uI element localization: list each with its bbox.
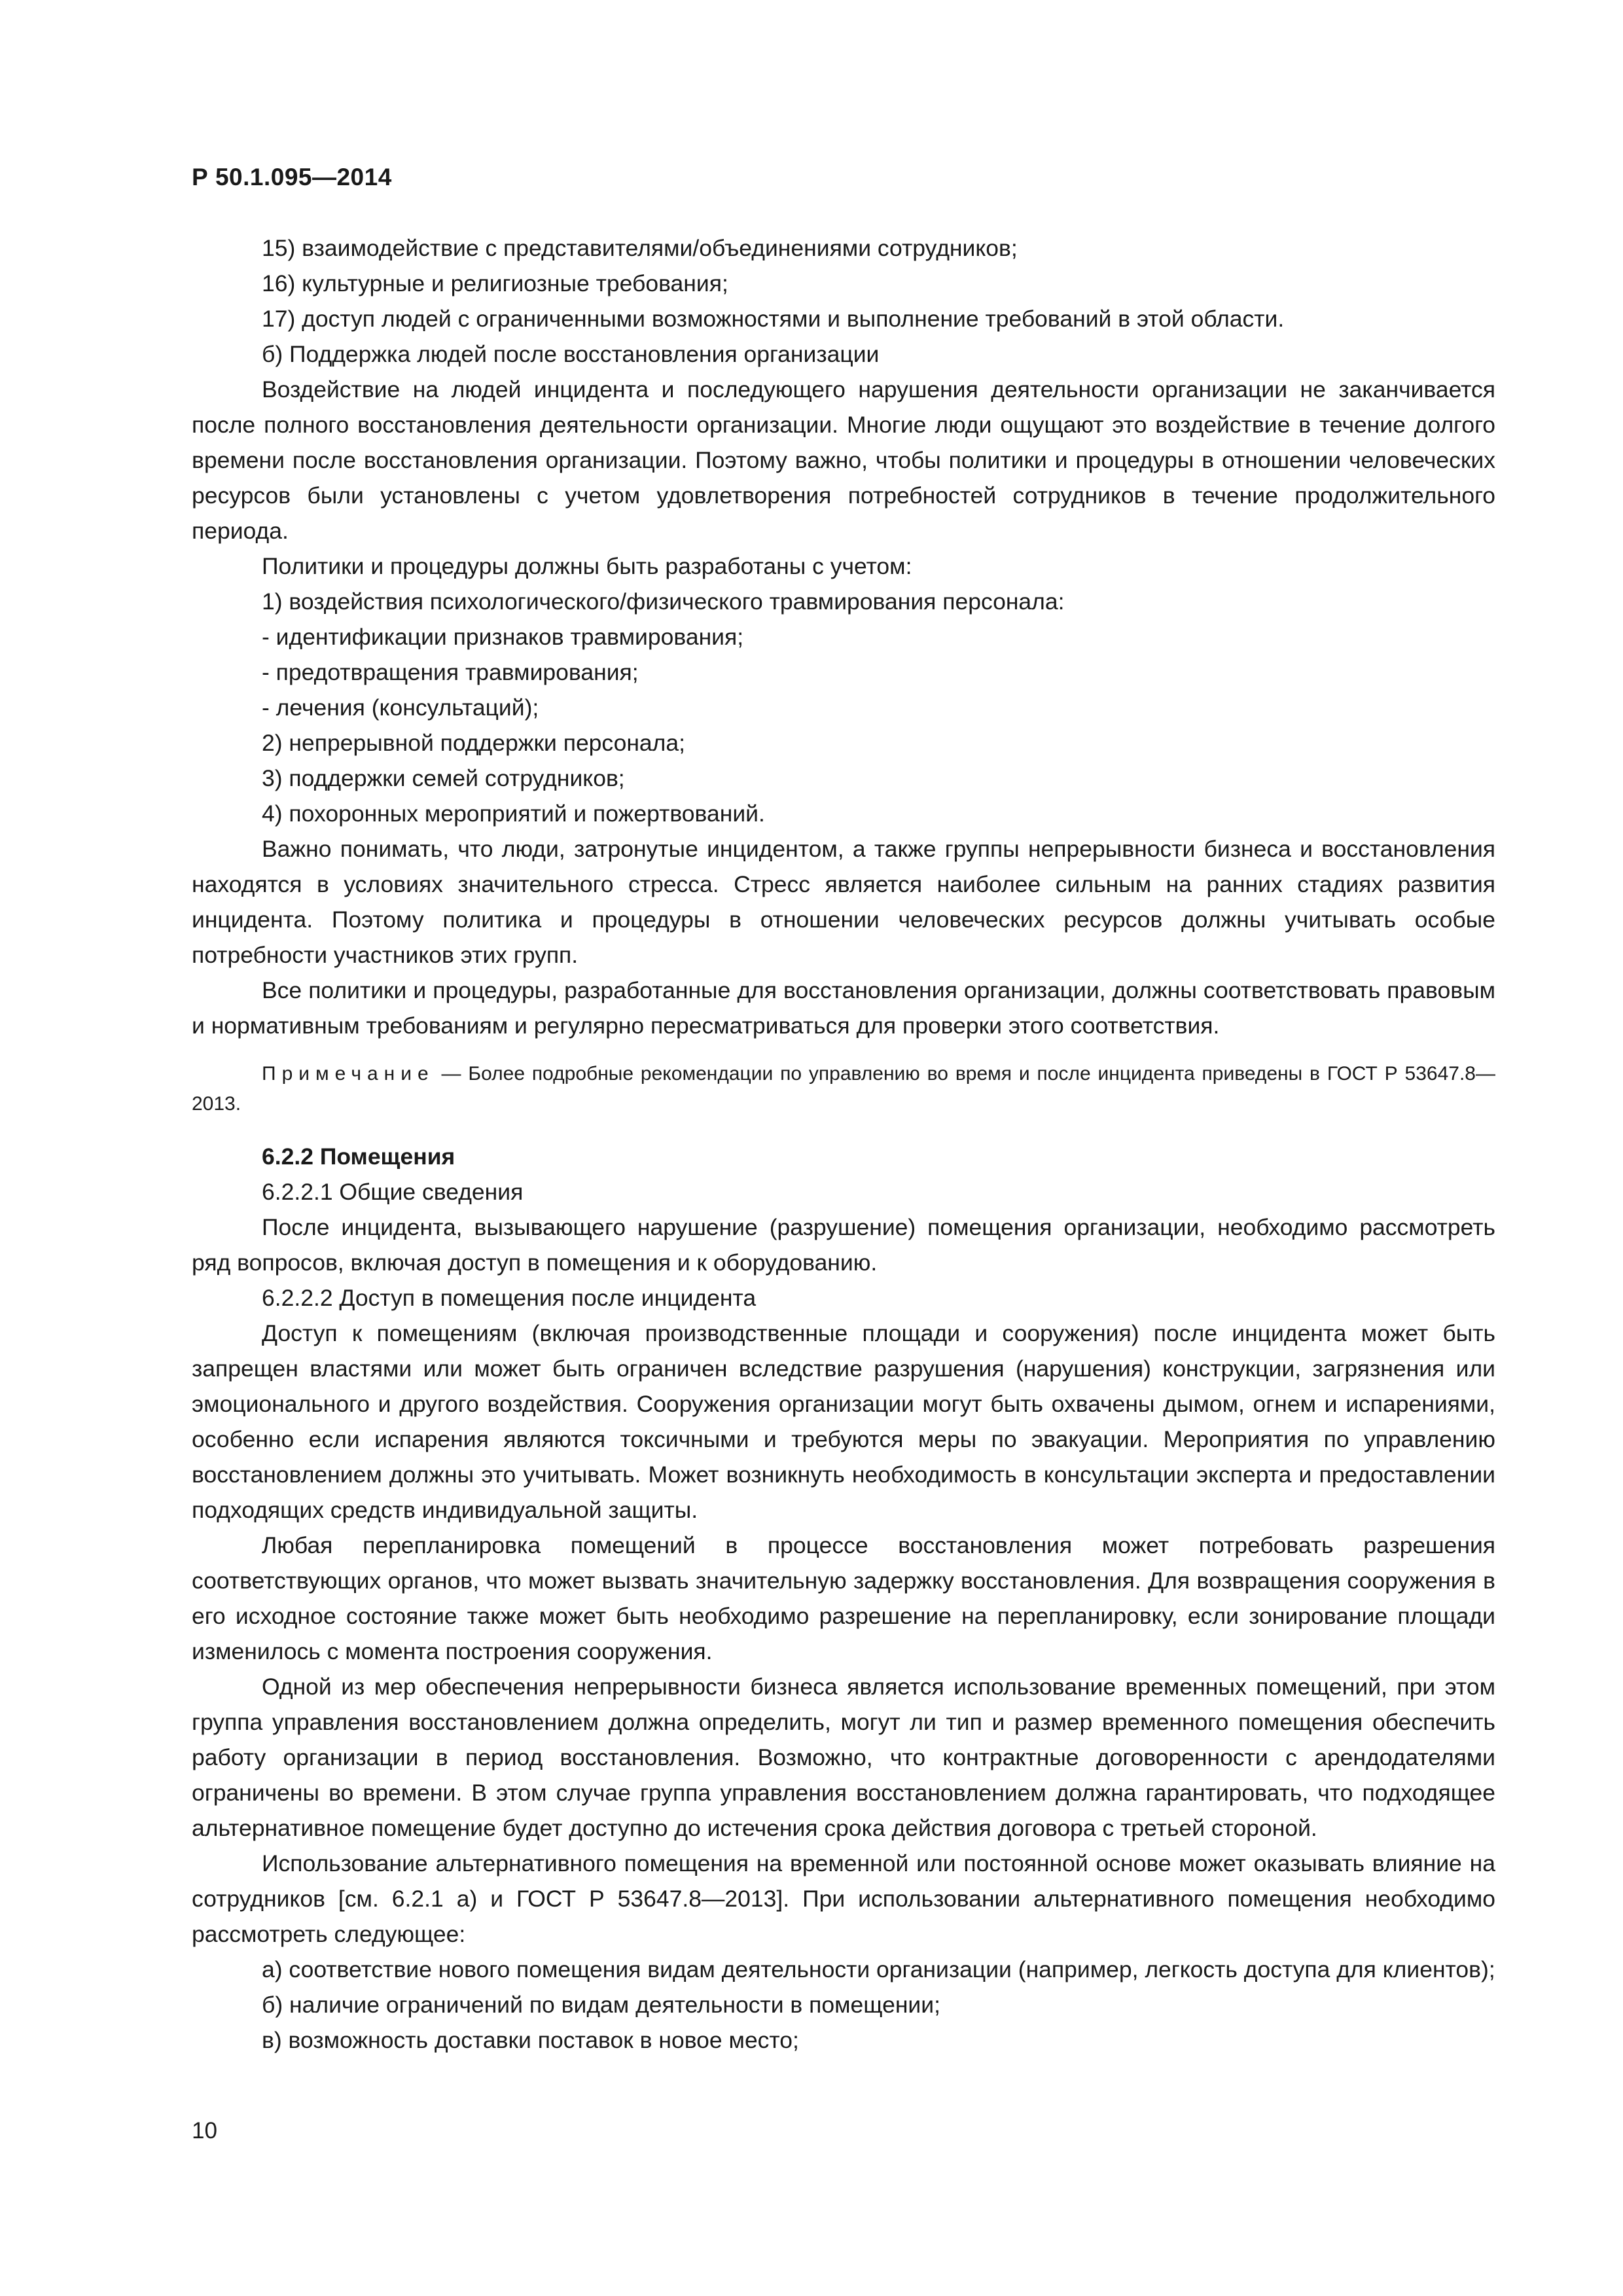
list-item: а) соответствие нового помещения видам деятельности организации (например, легкость доступа для клиентов); bbox=[262, 1956, 1495, 1982]
body-paragraph: Использование альтернативного помещения на временной или постоянной основе может оказывать влияние на сотрудников [см. 6.2.1 а) и ГОСТ Р 53647.8—2013]. При использовании альтернативного помещения необходимо рассмотреть следующее: bbox=[192, 1850, 1495, 1947]
document-number: Р 50.1.095—2014 bbox=[192, 164, 392, 190]
list-item: 15) взаимодействие с представителями/объединениями сотрудников; bbox=[262, 235, 1018, 261]
body-paragraph: После инцидента, вызывающего нарушение (разрушение) помещения организации, необходимо рассмотреть ряд вопросов, включая доступ в помещения и к оборудованию. bbox=[192, 1214, 1495, 1276]
body-paragraph: Одной из мер обеспечения непрерывности бизнеса является использование временных помещений, при этом группа управления восстановлением должна определить, могут ли тип и размер временного помещения обеспечить работу организации в период восстановления. Возможно, что контрактные договоренности с арендодателями ограничены во времени. В этом случае группа управления восстановлением должна гарантировать, что подходящее альтернативное помещение будет доступно до истечения срока действия договора с третьей стороной. bbox=[192, 1674, 1495, 1841]
subsection-title: 6.2.2.2 Доступ в помещения после инцидента bbox=[262, 1285, 757, 1311]
body-paragraph: Доступ к помещениям (включая производственные площади и сооружения) после инцидента может быть запрещен властями или может быть ограничен вследствие разрушения (нарушения) конструкции, загрязнения или эмоционального и другого воздействия. Сооружения организации могут быть охвачены дымом, огнем и испарениями, особенно если испарения являются токсичными и требуются меры по эвакуации. Мероприятия по управлению восстановлением должны это учитывать. Может возникнуть необходимость в консультации эксперта и предоставлении подходящих средств индивидуальной защиты. bbox=[192, 1320, 1495, 1523]
list-item: б) наличие ограничений по видам деятельности в помещении; bbox=[262, 1992, 940, 2018]
list-item: - лечения (консультаций); bbox=[262, 694, 539, 721]
body-paragraph: Все политики и процедуры, разработанные для восстановления организации, должны соответствовать правовым и нормативным требованиям и регулярно пересматриваться для проверки этого соответствия. bbox=[192, 977, 1495, 1039]
note-label: Примечание bbox=[262, 1063, 435, 1085]
subsection-title: б) Поддержка людей после восстановления организации bbox=[262, 341, 880, 367]
body-paragraph: Политики и процедуры должны быть разработаны с учетом: bbox=[262, 553, 912, 579]
subsection-title: 6.2.2.1 Общие сведения bbox=[262, 1179, 524, 1205]
list-item: - идентификации признаков травмирования; bbox=[262, 624, 744, 650]
page-number: 10 bbox=[192, 2118, 217, 2144]
page-body bbox=[192, 230, 1495, 2058]
body-paragraph: Воздействие на людей инцидента и последующего нарушения деятельности организации не заканчивается после полного восстановления деятельности организации. Многие люди ощущают это воздействие в течение долгого времени после восстановления организации. Поэтому важно, чтобы политики и процедуры в отношении человеческих ресурсов были установлены с учетом удовлетворения потребностей сотрудников в течение продолжительного периода. bbox=[192, 376, 1495, 544]
body-paragraph: Важно понимать, что люди, затронутые инцидентом, а также группы непрерывности бизнеса и восстановления находятся в условиях значительного стресса. Стресс является наиболее сильным на ранних стадиях развития инцидента. Поэтому политика и процедуры в отношении человеческих ресурсов должны учитывать особые потребности участников этих групп. bbox=[192, 836, 1495, 968]
list-item: 16) культурные и религиозные требования; bbox=[262, 270, 728, 296]
list-item: 4) похоронных мероприятий и пожертвований. bbox=[262, 800, 765, 827]
list-item: 1) воздействия психологического/физического травмирования персонала: bbox=[262, 588, 1065, 615]
list-item: 2) непрерывной поддержки персонала; bbox=[262, 730, 685, 756]
note-text: — Более подробные рекомендации по управлению во время и после инцидента приведены в ГОСТ Р 53647.8—2013. bbox=[192, 1063, 1495, 1115]
list-item: 3) поддержки семей сотрудников; bbox=[262, 765, 625, 791]
body-paragraph: Любая перепланировка помещений в процессе восстановления может потребовать разрешения соответствующих органов, что может вызвать значительную задержку восстановления. Для возвращения сооружения в его исходное состояние также может быть необходимо разрешение на перепланировку, если зонирование площади изменилось с момента построения сооружения. bbox=[192, 1532, 1495, 1664]
section-heading: 6.2.2 Помещения bbox=[262, 1143, 455, 1170]
list-item: 17) доступ людей с ограниченными возможностями и выполнение требований в этой области. bbox=[262, 306, 1285, 332]
list-item: в) возможность доставки поставок в новое место; bbox=[262, 2027, 799, 2053]
list-item: - предотвращения травмирования; bbox=[262, 659, 639, 685]
note bbox=[192, 1059, 1495, 1119]
